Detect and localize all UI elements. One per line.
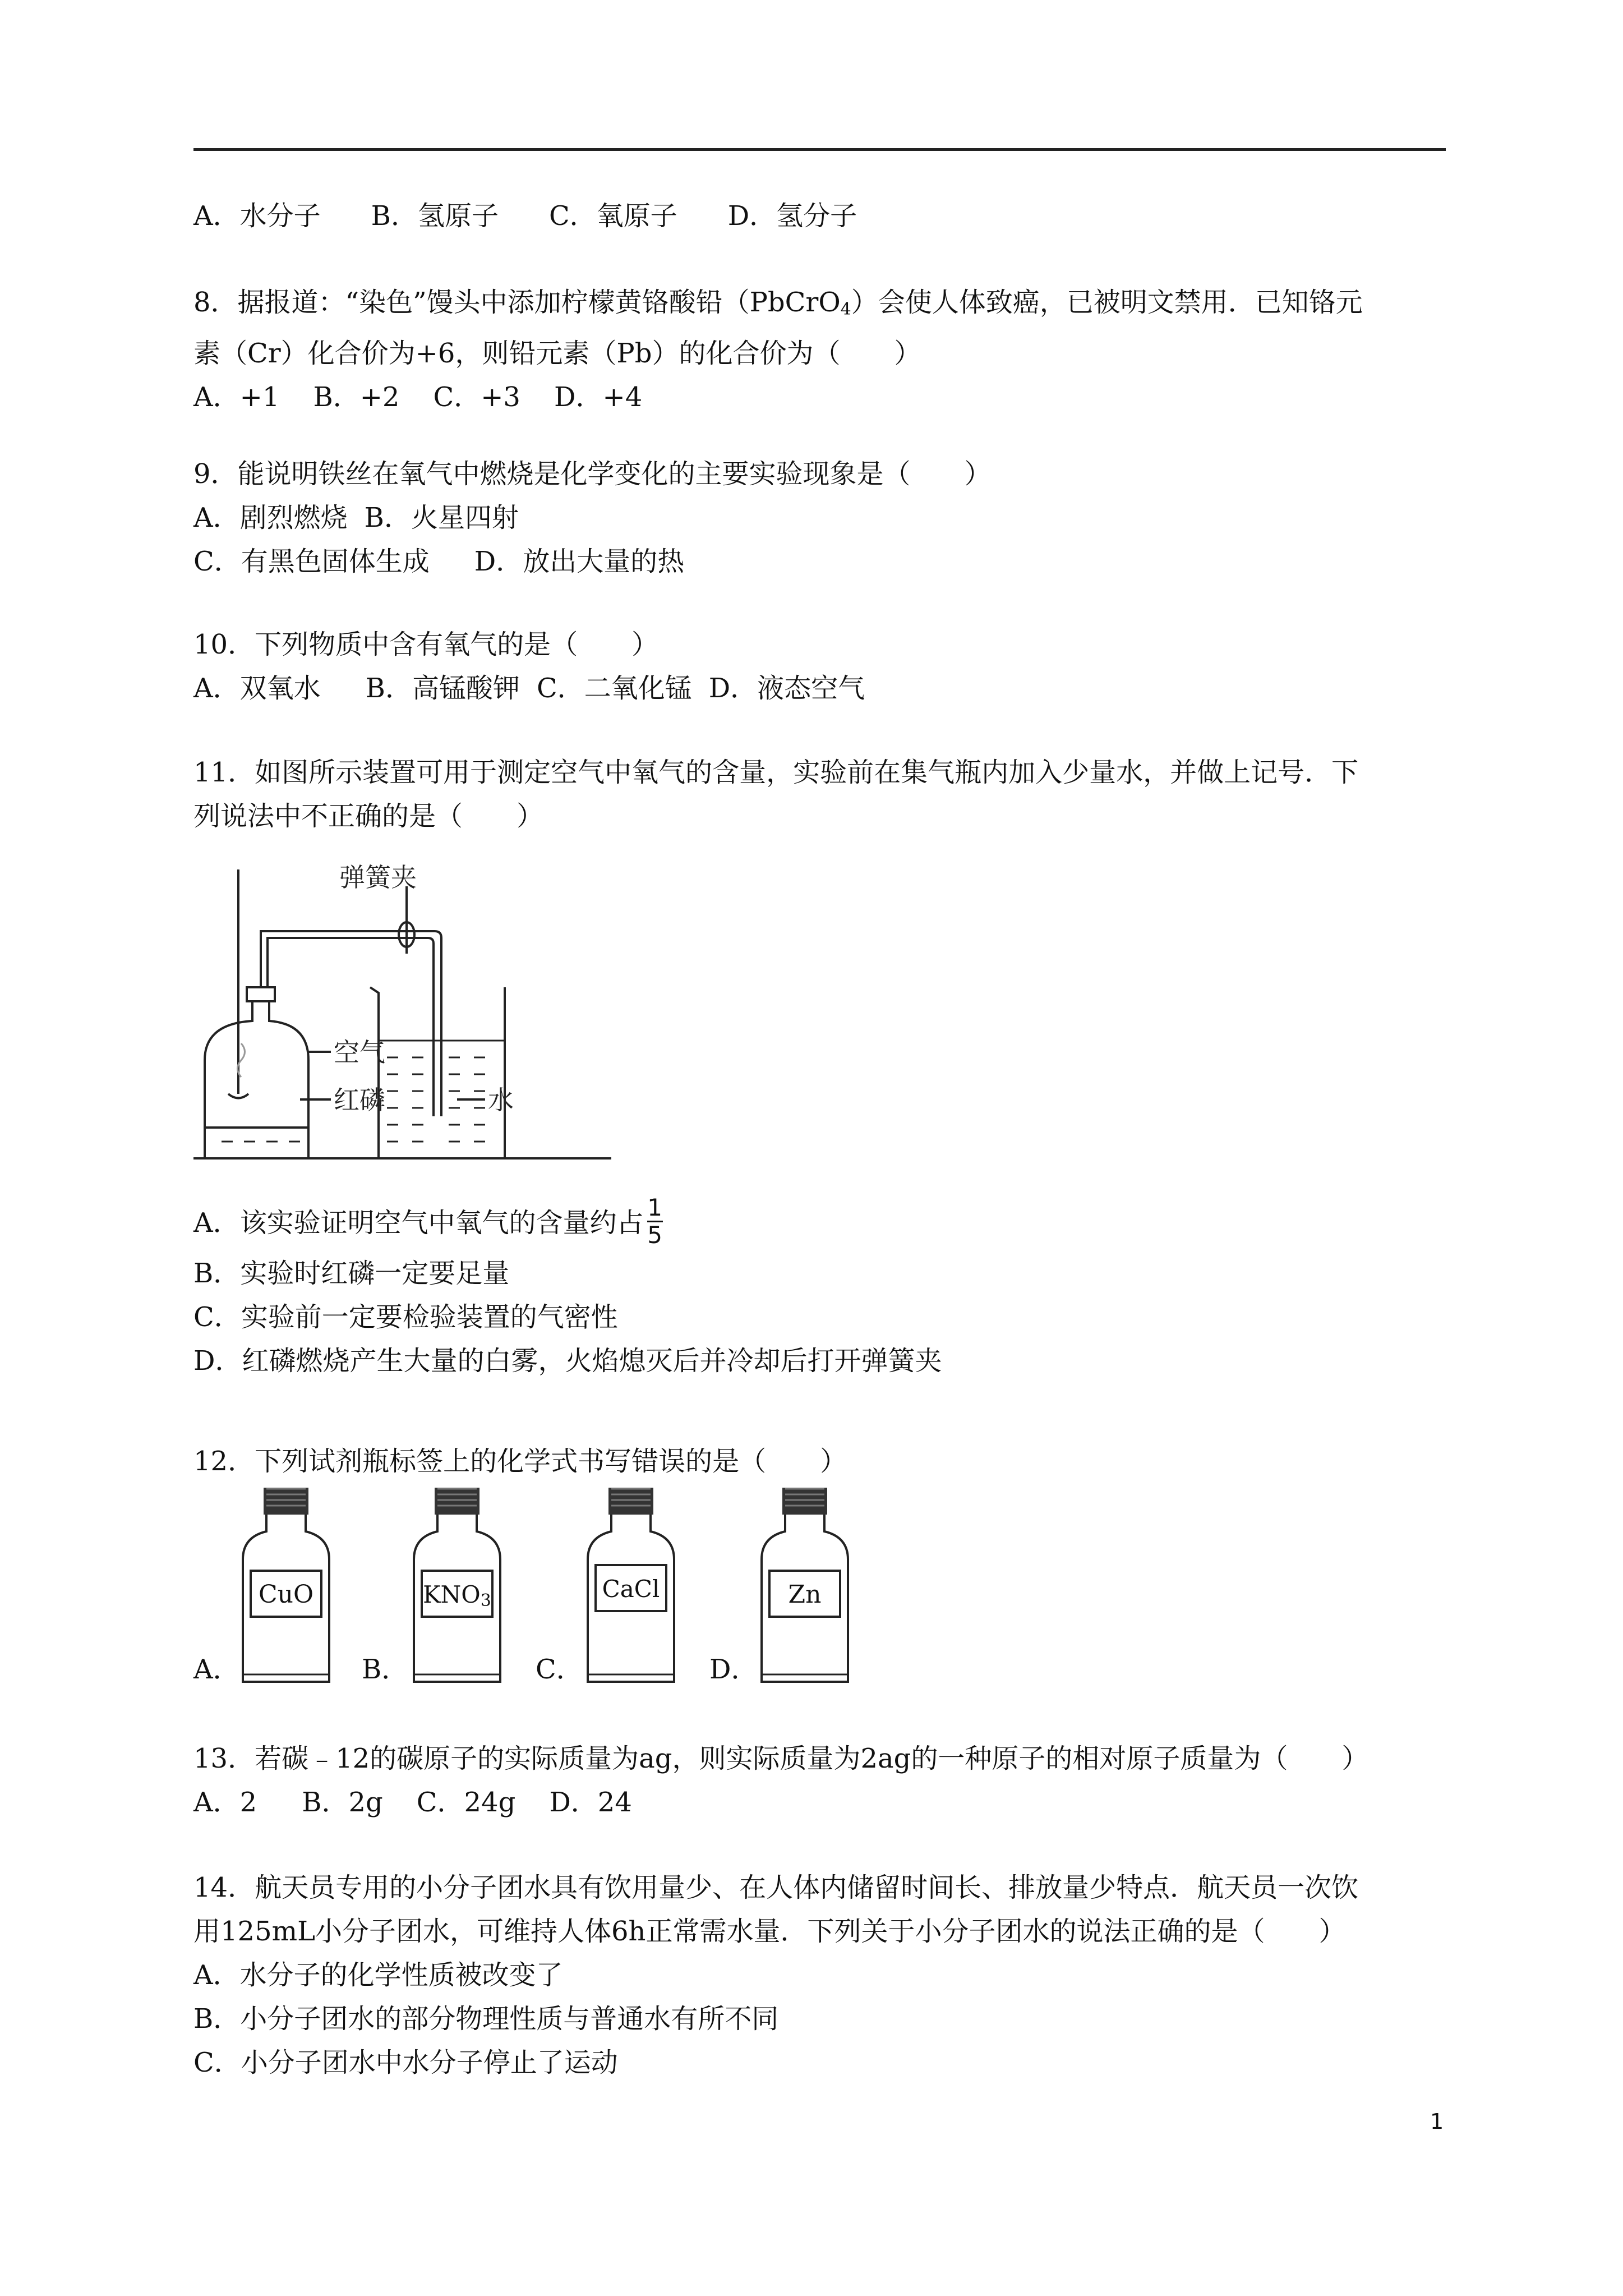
question-11-stem-line-1: 11．如图所示装置可用于测定空气中氧气的含量，实验前在集气瓶内加入少量水，并做上记号．下	[193, 757, 1359, 788]
glass-tube	[261, 931, 379, 987]
option-b: B．小分子团水的部分物理性质与普通水有所不同	[193, 2003, 779, 2035]
gas-bottle	[205, 1001, 308, 1158]
question-7-options	[193, 194, 1450, 238]
bottle-option-c	[536, 1487, 709, 1688]
question-8-options	[193, 375, 1450, 419]
question-9-stem: 9．能说明铁丝在氧气中燃烧是化学变化的主要实验现象是（ ）	[193, 458, 992, 490]
label-spring-clamp: 弹簧夹	[339, 862, 417, 892]
option-d: D．红磷燃烧产生大量的白雾，火焰熄灭后并冷却后打开弹簧夹	[193, 1345, 942, 1377]
question-11-options	[193, 1195, 1450, 1383]
option-a: A．该实验证明空气中氧气的含量约占 $\frac{1}{5}$	[193, 1194, 663, 1249]
option-a: A．剧烈燃烧	[193, 502, 348, 533]
option-d: D．24	[549, 1787, 632, 1818]
option-a: A．2	[193, 1787, 257, 1818]
header-rule	[193, 148, 1446, 151]
bottle-option-b	[362, 1487, 536, 1688]
option-a: A．水分子的化学性质被改变了	[193, 1959, 563, 1991]
reagent-bottles	[193, 1487, 923, 1688]
option-d: D．氢分子	[727, 200, 857, 232]
option-d: D．液态空气	[708, 673, 865, 704]
question-9-options-row-2	[193, 540, 1450, 583]
question-9-options-row-1	[193, 496, 1450, 540]
question-13-options	[193, 1780, 1450, 1824]
rubber-tube	[379, 931, 441, 1116]
option-letter-b: B．	[362, 1654, 409, 1685]
option-letter-c: C．	[536, 1654, 583, 1685]
question-10	[193, 623, 1450, 710]
label-air: 空气	[334, 1037, 385, 1068]
option-d: D．+4	[554, 381, 643, 413]
option-b: B．2g	[302, 1787, 383, 1818]
option-a: A．+1	[193, 381, 280, 413]
option-b: B．火星四射	[364, 502, 519, 533]
question-10-options	[193, 666, 1450, 710]
option-letter-d: D．	[709, 1654, 758, 1685]
label-red-phosphorus: 红磷	[334, 1085, 385, 1115]
fraction-one-fifth: $\frac{1}{5}$	[647, 1194, 663, 1249]
question-13-stem: 13．若碳﹣12的碳原子的实际质量为ag，则实际质量为2ag的一种原子的相对原子质量为（ ）	[193, 1743, 1369, 1774]
option-c: C．氧原子	[548, 200, 677, 232]
option-b: B．高锰酸钾	[365, 673, 520, 704]
option-b: B．实验时红磷一定要足量	[193, 1258, 510, 1289]
option-letter-a: A．	[193, 1654, 240, 1685]
option-b: B．氢原子	[371, 200, 499, 232]
bottle-label-cuo: CuO	[258, 1580, 314, 1609]
question-14-stem-line-1: 14．航天员专用的小分子团水具有饮用量少、在人体内储留时间长、排放量少特点．航天员一次饮	[193, 1872, 1359, 1903]
option-c: C．二氧化锰	[536, 673, 692, 704]
bottle-label-kno3: $KNO_3$	[423, 1581, 491, 1611]
question-14	[193, 1866, 1450, 2085]
oxygen-measurement-apparatus-figure	[193, 853, 721, 1167]
option-c: C．有黑色固体生成	[193, 546, 430, 577]
question-13	[193, 1737, 1450, 1824]
option-c: C．24g	[416, 1787, 516, 1818]
option-a: A．双氧水	[193, 673, 321, 704]
combustion-spoon	[228, 1094, 248, 1098]
bottle-option-a	[193, 1487, 362, 1688]
bottle-label-zn: Zn	[788, 1580, 822, 1609]
question-9	[193, 452, 1450, 583]
stopper	[247, 987, 275, 1001]
label-water: 水	[488, 1085, 514, 1115]
bottle-option-d	[709, 1487, 883, 1688]
option-c: C．小分子团水中水分子停止了运动	[193, 2047, 618, 2078]
question-11	[193, 751, 1450, 838]
option-d: D．放出大量的热	[474, 546, 685, 577]
beaker	[370, 987, 505, 1158]
option-b: B．+2	[313, 381, 400, 413]
option-c: C．+3	[433, 381, 520, 413]
bottle-label-cacl: CaCl	[602, 1575, 660, 1603]
question-12	[193, 1439, 1450, 1483]
question-8-stem-line-2: 素（Cr）化合价为+6，则铅元素（Pb）的化合价为（ ）	[193, 338, 921, 369]
option-c: C．实验前一定要检验装置的气密性	[193, 1301, 618, 1333]
question-10-stem: 10．下列物质中含有氧气的是（ ）	[193, 629, 659, 660]
page-number: 1	[1430, 2109, 1444, 2134]
question-8	[193, 280, 1450, 419]
question-8-stem-line-1: 8．据报道：“染色”馒头中添加柠檬黄铬酸铅（PbCrO$_4$）会使人体致癌，已被明文禁用．已知铬元	[193, 287, 1363, 319]
question-14-stem-line-2: 用125mL小分子团水，可维持人体6h正常需水量．下列关于小分子团水的说法正确的是（ ）	[193, 1916, 1346, 1947]
option-a: A．水分子	[193, 200, 321, 232]
question-11-stem-line-2: 列说法中不正确的是（ ）	[193, 800, 544, 832]
question-12-stem: 12．下列试剂瓶标签上的化学式书写错误的是（ ）	[193, 1446, 847, 1477]
